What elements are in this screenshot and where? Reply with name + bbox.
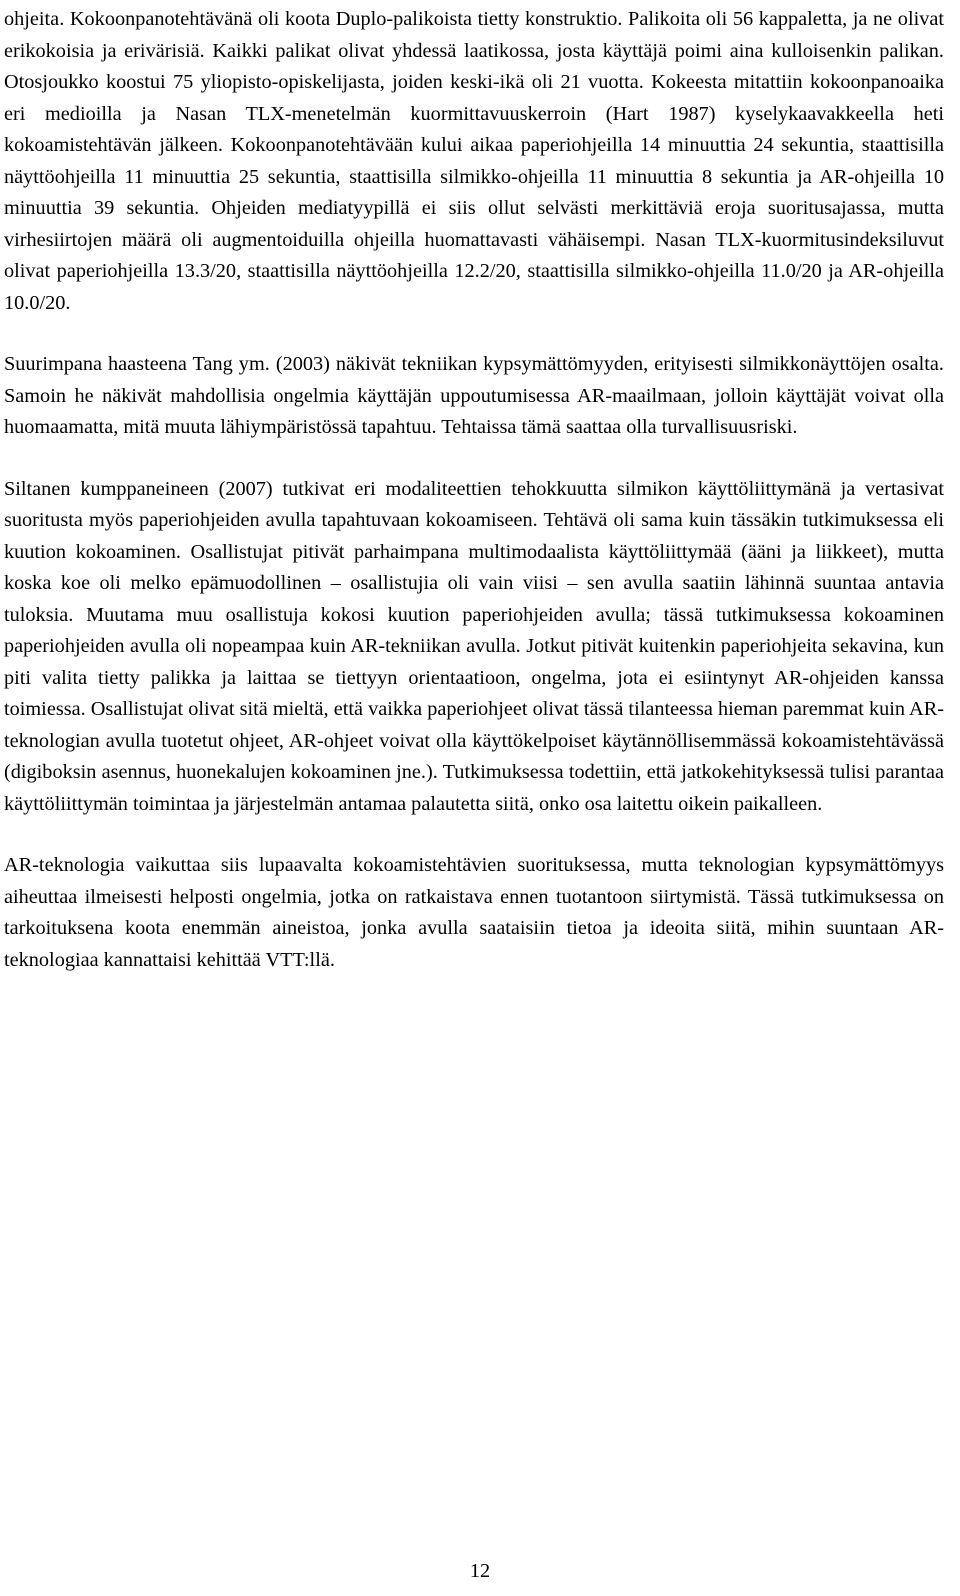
body-paragraph-1: ohjeita. Kokoonpanotehtävänä oli koota Duplo-palikoista tietty konstruktio. Palikoita oli 56 kappaletta, ja ne olivat erikokoisia ja erivärisiä. Kaikki palikat olivat yhdessä laatikossa, josta käyttäjä poimi aina kulloisenkin palikan. Otosjoukko koostui 75 yliopisto-opiskelijasta, joiden keski-ikä oli 21 vuotta. Kokeesta mitattiin kokoonpanoaika eri medioilla ja Nasan TLX-menetelmän kuormittavuuskerroin (Hart 1987) kyselykaavakkeella heti kokoamistehtävän jälkeen. Kokoonpanotehtävään kului aikaa paperiohjeilla 14 minuuttia 24 sekuntia, staattisilla näyttöohjeilla 11 minuuttia 25 sekuntia, staattisilla silmikko-ohjeilla 11 minuuttia 8 sekuntia ja AR-ohjeilla 10 minuuttia 39 sekuntia. Ohjeiden mediatyypillä ei siis ollut selvästi merkittäviä eroja suoritusajassa, mutta virhesiirtojen määrä oli augmentoiduilla ohjeilla huomattavasti vähäisempi. Nasan TLX-kuormitusindeksiluvut olivat paperiohjeilla 13.3/20, staattisilla näyttöohjeilla 12.2/20, staattisilla silmikko-ohjeilla 11.0/20 ja AR-ohjeilla 10.0/20. [4,8,944,314]
body-paragraph-4: AR-teknologia vaikuttaa siis lupaavalta kokoamistehtävien suorituksessa, mutta teknologian kypsymättömyys aiheuttaa ilmeisesti helposti ongelmia, jotka on ratkaistava ennen tuotantoon siirtymistä. Tässä tutkimuksessa on tarkoituksena koota enemmän aineistoa, jonka avulla saataisiin tietoa ja ideoita siitä, mihin suuntaan AR-teknologiaa kannattaisi kehittää VTT:llä. [4,854,944,971]
page-number: 12 [469,1560,491,1582]
body-paragraph-2: Suurimpana haasteena Tang ym. (2003) näkivät tekniikan kypsymättömyyden, erityisesti silmikkonäyttöjen osalta. Samoin he näkivät mahdollisia ongelmia käyttäjän uppoutumisessa AR-maailmaan, jolloin käyttäjät voivat olla huomaamatta, mitä muuta lähiympäristössä tapahtuu. Tehtaissa tämä saattaa olla turvallisuusriski. [4,353,944,438]
document-page [4,0,944,976]
body-paragraph-3: Siltanen kumppaneineen (2007) tutkivat eri modaliteettien tehokkuutta silmikon käyttöliittymänä ja vertasivat suoritusta myös paperiohjeiden avulla tapahtuvaan kokoamiseen. Tehtävä oli sama kuin tässäkin tutkimuksessa eli kuution kokoaminen. Osallistujat pitivät parhaimpana multimodaalista käyttöliittymää (ääni ja liikkeet), mutta koska koe oli melko epämuodollinen – osallistujia oli vain viisi – sen avulla saatiin lähinnä suuntaa antavia tuloksia. Muutama muu osallistuja kokosi kuution paperiohjeiden avulla; tässä tutkimuksessa kokoaminen paperiohjeiden avulla oli nopeampaa kuin AR-tekniikan avulla. Jotkut pitivät kuitenkin paperiohjeita sekavina, kun piti valita tietty palikka ja laittaa se tiettyyn orientaatioon, ongelma, jota ei esiintynyt AR-ohjeiden kanssa toimiessa. Osallistujat olivat sitä mieltä, että vaikka paperiohjeet olivat tässä tilanteessa hieman paremmat kuin AR-teknologian avulla tuotetut ohjeet, AR-ohjeet voivat olla käyttökelpoiset käytännöllisemmässä kokoamistehtävässä (digiboksin asennus, huonekalujen kokoaminen jne.). Tutkimuksessa todettiin, että jatkokehityksessä tulisi parantaa käyttöliittymän toimintaa ja järjestelmän antamaa palautetta siitä, onko osa laitettu oikein paikalleen. [4,477,944,815]
